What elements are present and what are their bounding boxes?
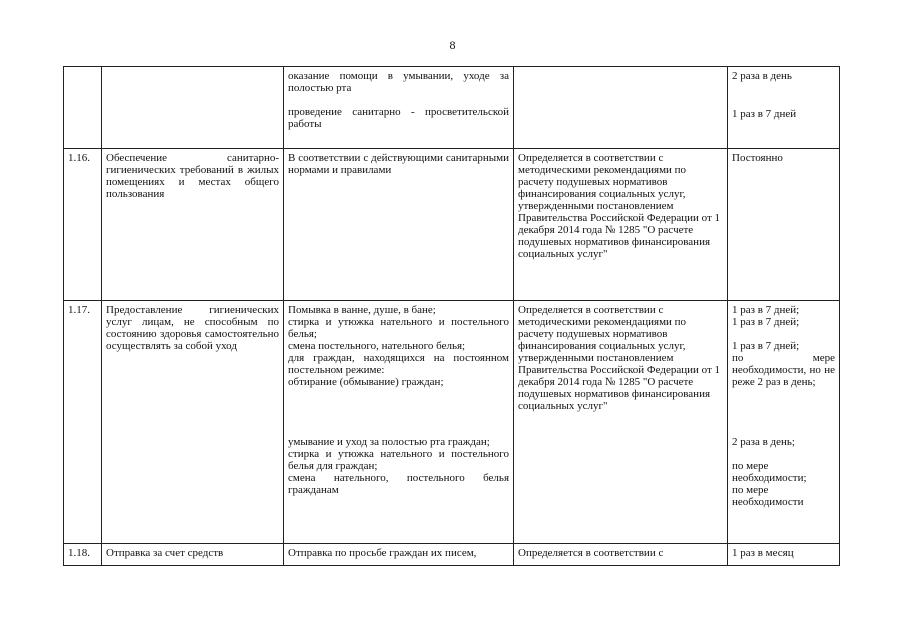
action-item: проведение санитарно - просветительской работы [288,106,509,130]
service-name-cell: Обеспечение санитарно-гигиенических требований в жилых помещениях и местах общего пользования [102,149,284,301]
action-item: стирка и утюжка нательного и постельного белья для граждан; [288,448,509,472]
periodicity-item: 1 раз в 7 дней; [732,304,800,316]
table-row [64,149,840,301]
periodicity-item: по мере необходимости [732,484,804,508]
action-item: смена постельного, нательного белья; [288,340,466,352]
table-row [64,544,840,566]
periodicity-cell: Постоянно [728,149,840,301]
norm-cell [514,67,728,149]
row-number-cell: 1.16. [64,149,102,301]
row-number-cell [64,67,102,149]
actions-cell [284,67,514,149]
action-item: оказание помощи в умывании, уходе за полостью рта [288,70,509,94]
periodicity-item: по мере необходимости, но не реже 2 раз в день; [732,352,835,388]
actions-cell [284,301,514,544]
service-name-cell [102,67,284,149]
action-item: обтирание (обмывание) граждан; [288,376,444,388]
action-item: для граждан, находящихся на постоянном постельном режиме: [288,352,509,376]
page-number: 8 [449,38,456,52]
norm-cell: Определяется в соответствии с [514,544,728,566]
action-item: Помывка в ванне, душе, в бане; [288,304,436,316]
periodicity-item: 2 раза в день [732,70,792,82]
service-name-cell: Отправка за счет средств [102,544,284,566]
table-row [64,301,840,544]
periodicity-item: 2 раза в день; [732,436,795,448]
action-item: стирка и утюжка нательного и постельного белья; [288,316,509,340]
periodicity-item: 1 раз в 7 дней; [732,340,800,352]
actions-cell: В соответствии с действующими санитарными нормами и правилами [284,149,514,301]
periodicity-item: 1 раз в 7 дней; [732,316,800,328]
table-row [64,67,840,149]
services-table [63,66,840,566]
action-item: умывание и уход за полостью рта граждан; [288,436,490,448]
periodicity-cell [728,67,840,149]
service-name-cell: Предоставление гигиенических услуг лицам, не способным по состоянию здоровья самостоятельно осуществлять за собой уход [102,301,284,544]
periodicity-item: 1 раз в 7 дней [732,108,797,120]
action-item: смена нательного, постельного белья гражданам [288,472,509,496]
row-number-cell: 1.18. [64,544,102,566]
norm-cell: Определяется в соответствии с методическими рекомендациями по расчету подушевых нормативов финансирования социальных услуг, утвержденными постановлением Правительства Российской Федерации от 1 декабря 2014 года № 1285 "О расчете подушевых нормативов финансирования социальных услуг" [514,149,728,301]
periodicity-item: по мере необходимости; [732,460,807,484]
actions-cell: Отправка по просьбе граждан их писем, [284,544,514,566]
row-number-cell: 1.17. [64,301,102,544]
norm-cell: Определяется в соответствии с методическими рекомендациями по расчету подушевых нормативов финансирования социальных услуг, утвержденными постановлением Правительства Российской Федерации от 1 декабря 2014 года № 1285 "О расчете подушевых нормативов финансирования социальных услуг" [514,301,728,544]
periodicity-cell: 1 раз в месяц [728,544,840,566]
periodicity-cell [728,301,840,544]
